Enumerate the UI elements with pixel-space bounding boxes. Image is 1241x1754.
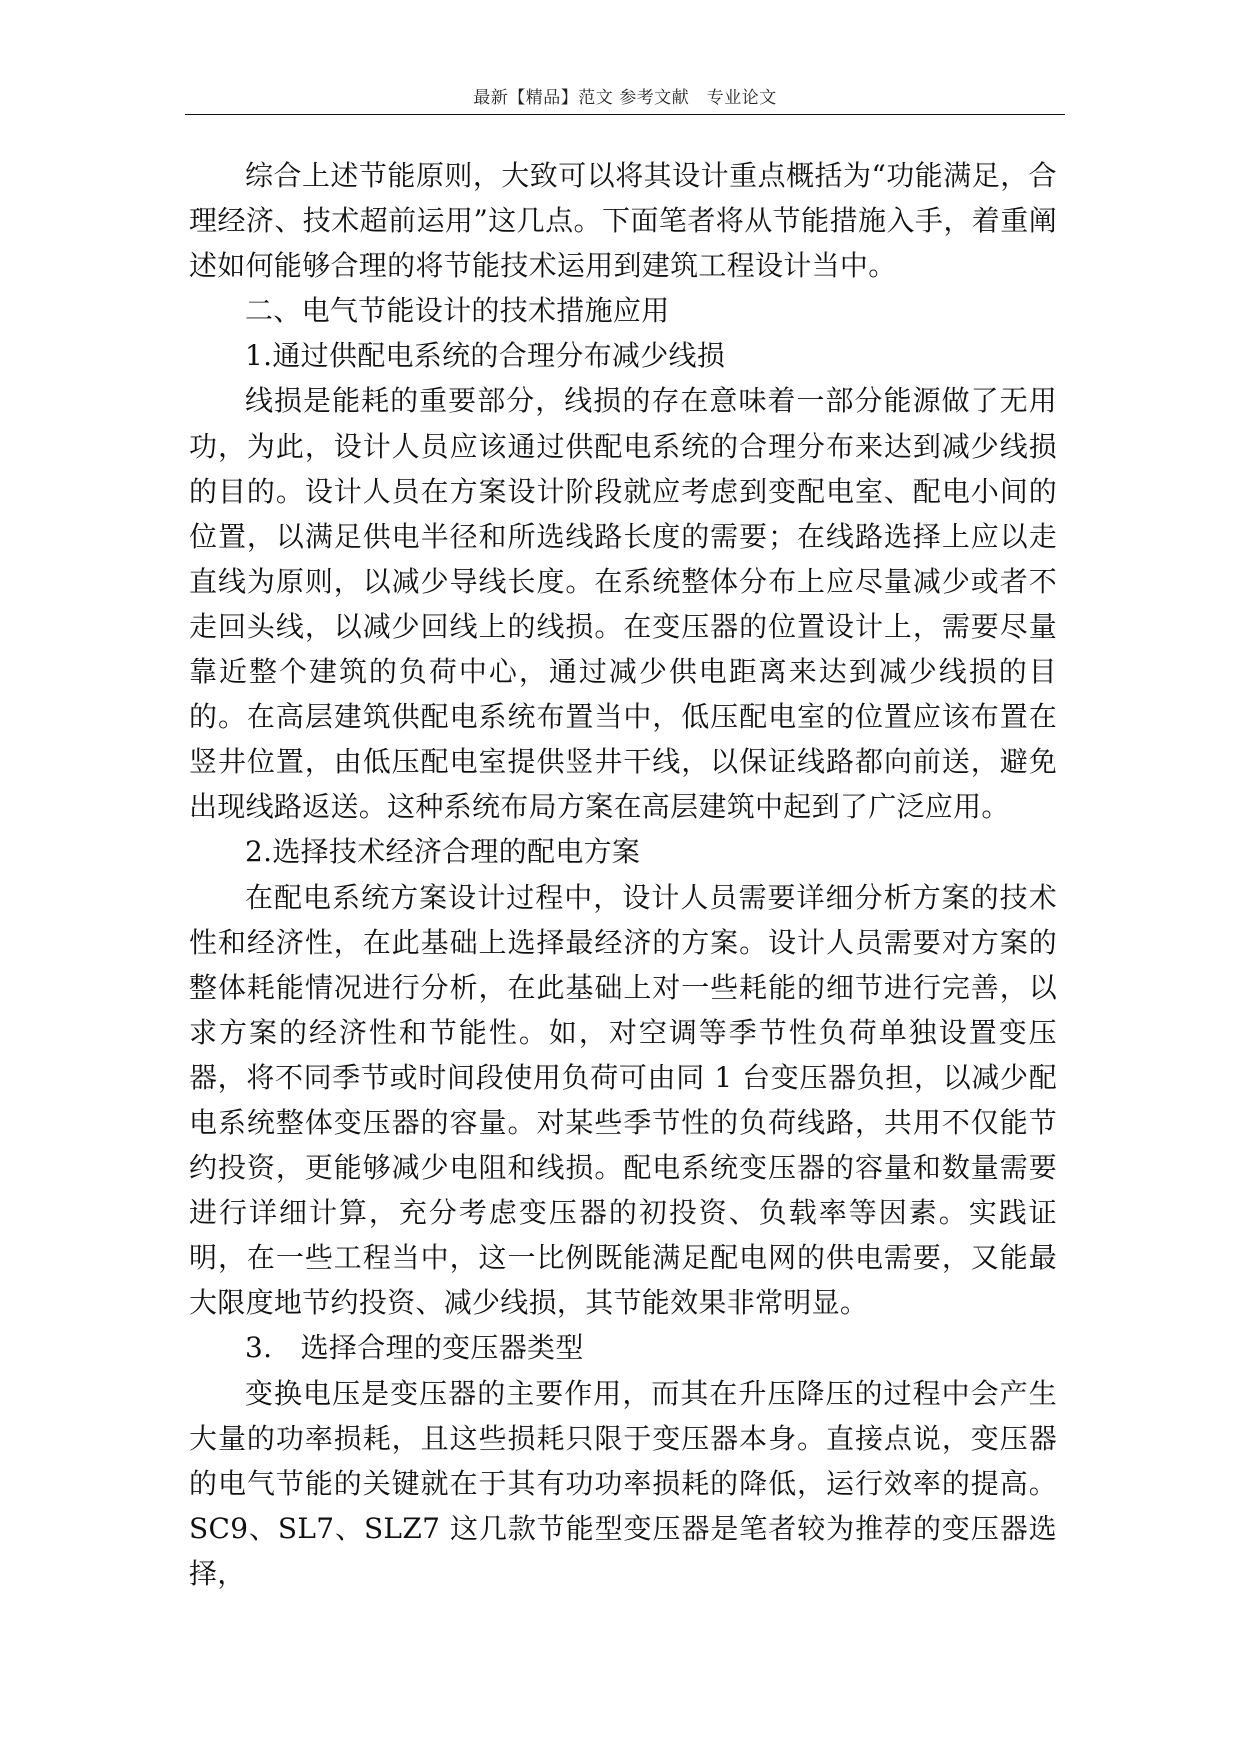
header-divider [185,114,1065,115]
body-paragraph: 线损是能耗的重要部分，线损的存在意味着一部分能源做了无用功，为此，设计人员应该通过供配电系统的合理分布来达到减少线损的目的。设计人员在方案设计阶段就应考虑到变配电室、配电小间的位置，以满足供电半径和所选线路长度的需要；在线路选择上应以走直线为原则，以减少导线长度。在系统整体分布上应尽量减少或者不走回头线，以减少回线上的线损。在变压器的位置设计上，需要尽量靠近整个建筑的负荷中心，通过减少供电距离来达到减少线损的目的。在高层建筑供配电系统布置当中，低压配电室的位置应该布置在竖井位置，由低压配电室提供竖井干线，以保证线路都向前送，避免出现线路返送。这种系统布局方案在高层建筑中起到了广泛应用。 [189,384,1057,824]
body-paragraph: 变换电压是变压器的主要作用，而其在升压降压的过程中会产生大量的功率损耗，且这些损耗只限于变压器本身。直接点说，变压器的电气节能的关键就在于其有功功率损耗的降低，运行效率的提高。SC9、SL7、SLZ7 这几款节能型变压器是笔者较为推荐的变压器选择， [189,1376,1057,1590]
body-paragraph: 在配电系统方案设计过程中，设计人员需要详细分析方案的技术性和经济性，在此基础上选择最经济的方案。设计人员需要对方案的整体耗能情况进行分析，在此基础上对一些耗能的细节进行完善，以求方案的经济性和节能性。如，对空调等季节性负荷单独设置变压器，将不同季节或时间段使用负荷可由同 1 台变压器负担，以减少配电系统整体变压器的容量。对某些季节性的负荷线路，共用不仅能节约投资，更能够减少电阻和线损。配电系统变压器的容量和数量需要进行详细计算，充分考虑变压器的初投资、负载率等因素。实践证明，在一些工程当中，这一比例既能满足配电网的供电需要，又能最大限度地节约投资、减少线损，其节能效果非常明显。 [189,880,1057,1320]
document-body [189,153,1057,1596]
section-heading: 二、电气节能设计的技术措施应用 [245,294,670,328]
subsection-heading: 2.选择技术经济合理的配电方案 [245,835,641,869]
page-header: 最新【精品】范文 参考文献 专业论文 [473,88,777,108]
body-paragraph: 综合上述节能原则，大致可以将其设计重点概括为“功能满足，合理经济、技术超前运用”这几点。下面笔者将从节能措施入手，着重阐述如何能够合理的将节能技术运用到建筑工程设计当中。 [189,159,1057,283]
subsection-heading: 3. 选择合理的变压器类型 [245,1331,584,1365]
subsection-heading: 1.通过供配电系统的合理分布减少线损 [245,339,726,373]
